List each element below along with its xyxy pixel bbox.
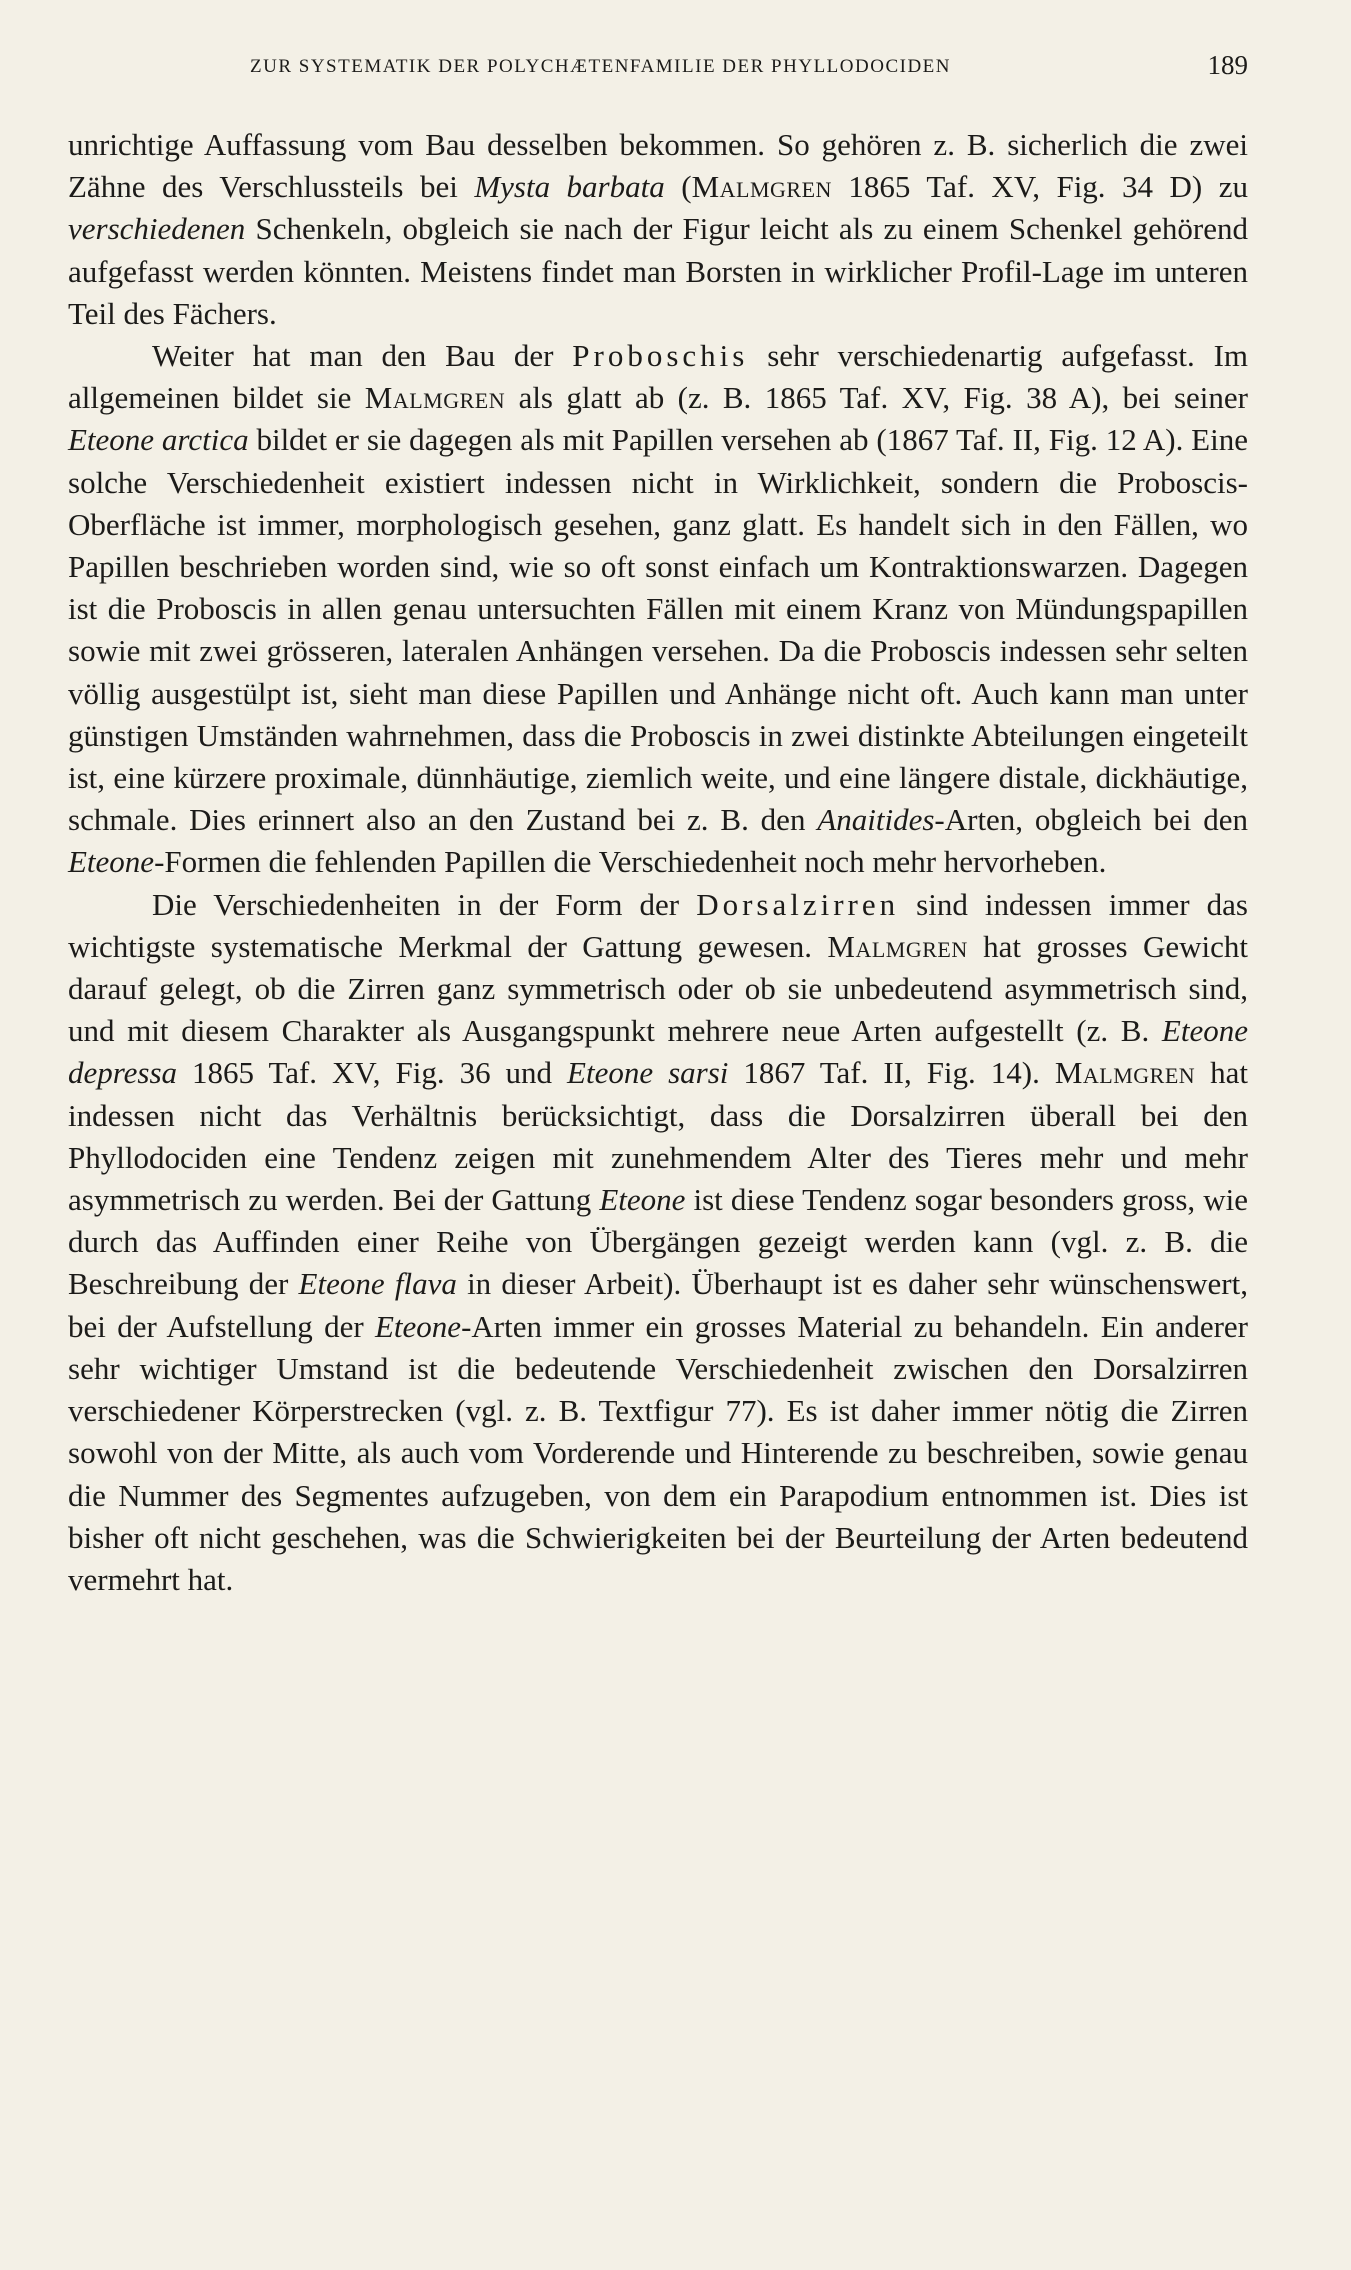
running-title: ZUR SYSTEMATIK DER POLYCHÆTENFAMILIE DER PHYLLODOCIDEN [250,56,951,77]
text-run: sind indessen immer das wichtigste systematische Merkmal der Gattung gewesen. [68,886,1248,964]
author-name: Malmgren [827,928,968,964]
text-run: Die Verschiedenheiten in der Form der [152,886,697,922]
italic-run: Eteone [68,844,155,880]
page-header [68,48,1248,88]
text-run: hat grosses Gewicht darauf gelegt, ob die Zirren ganz symmetrisch oder ob sie unbedeutend asymmetrisch sind, und mit diesem Charakter als Ausgangspunkt mehrere neue Arten aufgestellt (z. B. [68,928,1248,1049]
italic-run: Anaitides [817,802,935,838]
body-text [68,124,1248,1601]
text-run: unrichtige Auffassung vom Bau desselben bekommen. So gehören z. B. sicherlich die zwei Zähne des Verschlussteils bei [68,127,1248,205]
paragraph-2 [68,335,1248,884]
text-run: Schenkeln, obgleich sie nach der Figur leicht als zu einem Schenkel gehörend aufgefasst werden könnten. Meistens findet man Borsten in wirklicher Profil-Lage im unteren Teil des Fächers. [68,211,1248,331]
text-run: ist diese Tendenz sogar besonders gross, wie durch das Auffinden einer Reihe von Übergängen gezeigt werden kann (vgl. z. B. die Beschreibung der [68,1182,1248,1302]
italic-run: Eteone [599,1182,686,1218]
text-run: ( [664,169,692,205]
text-run: 1865 Taf. XV, Fig. 34 D) zu [831,169,1249,205]
paragraph-3 [68,884,1248,1601]
italic-run: Eteone depressa [68,1013,1248,1091]
text-run: in dieser Arbeit). Überhaupt ist es daher sehr wünschenswert, bei der Aufstellung der [68,1266,1248,1344]
spaced-term: Dorsalzirren [696,886,900,922]
spaced-term: Proboschis [572,338,749,374]
italic-run: Eteone sarsi [567,1055,729,1091]
italic-run: Eteone [375,1308,462,1344]
author-name: Malmgren [1054,1055,1196,1091]
text-run: sehr verschiedenartig aufgefasst. Im allgemeinen bildet sie [68,338,1248,416]
text-run: -Arten immer ein grosses Material zu behandeln. Ein anderer sehr wichtiger Umstand ist die bedeutende Verschiedenheit zwischen den Dorsalzirren verschiedener Körperstrecken (vgl. z. B. Textfigur 77). Es ist daher immer nötig die Zirren sowohl von der Mitte, als auch vom Vorderende und Hinterende zu beschreiben, sowie genau die Nummer des Segmentes aufzugeben, von dem ein Parapodium entnommen ist. Dies ist bisher oft nicht geschehen, was die Schwierigkeiten bei der Beurteilung der Arten bedeutend vermehrt hat. [68,1308,1249,1597]
text-run: 1865 Taf. XV, Fig. 36 und [177,1055,568,1091]
italic-run: Eteone arctica [68,422,249,458]
text-run: -Arten, obgleich bei den [934,802,1248,838]
author-name: Malmgren [691,169,832,205]
italic-run: Mysta barbata [474,169,665,205]
text-run: -Formen die fehlenden Papillen die Verschiedenheit noch mehr hervorheben. [154,844,1107,880]
page-number: 189 [1207,50,1248,80]
text-run: 1867 Taf. II, Fig. 14). [728,1055,1055,1091]
text-run: bildet er sie dagegen als mit Papillen versehen ab (1867 Taf. II, Fig. 12 A). Eine solche Verschiedenheit existiert indessen nicht in Wirklichkeit, sondern die Proboscis-Oberfläche ist immer, morphologisch gesehen, ganz glatt. Es handelt sich in den Fällen, wo Papillen beschrieben worden sind, wie so oft sonst einfach um Kontraktionswarzen. Dagegen ist die Proboscis in allen genau untersuchten Fällen mit einem Kranz von Mündungspapillen sowie mit zwei grösseren, lateralen Anhängen versehen. Da die Proboscis indessen sehr selten völlig ausgestülpt ist, sieht man diese Papillen und Anhänge nicht oft. Auch kann man unter günstigen Umständen wahrnehmen, dass die Proboscis in zwei distinkte Abteilungen eingeteilt ist, eine kürzere proximale, dünnhäutige, ziemlich weite, und eine längere distale, dickhäutige, schmale. Dies erinnert also an den Zustand bei z. B. den [68,422,1248,838]
author-name: Malmgren [364,380,506,416]
text-run: hat indessen nicht das Verhältnis berücksichtigt, dass die Dorsalzirren überall bei den Phyllodociden eine Tendenz zeigen mit zunehmendem Alter des Tieres mehr und mehr asymmetrisch zu werden. Bei der Gattung [68,1055,1248,1218]
italic-run: verschiedenen [68,211,246,247]
paragraph-1 [68,124,1248,335]
text-run: als glatt ab (z. B. 1865 Taf. XV, Fig. 38 A), bei seiner [505,380,1248,416]
italic-run: Eteone flava [298,1266,457,1302]
text-run: Weiter hat man den Bau der [152,338,573,374]
